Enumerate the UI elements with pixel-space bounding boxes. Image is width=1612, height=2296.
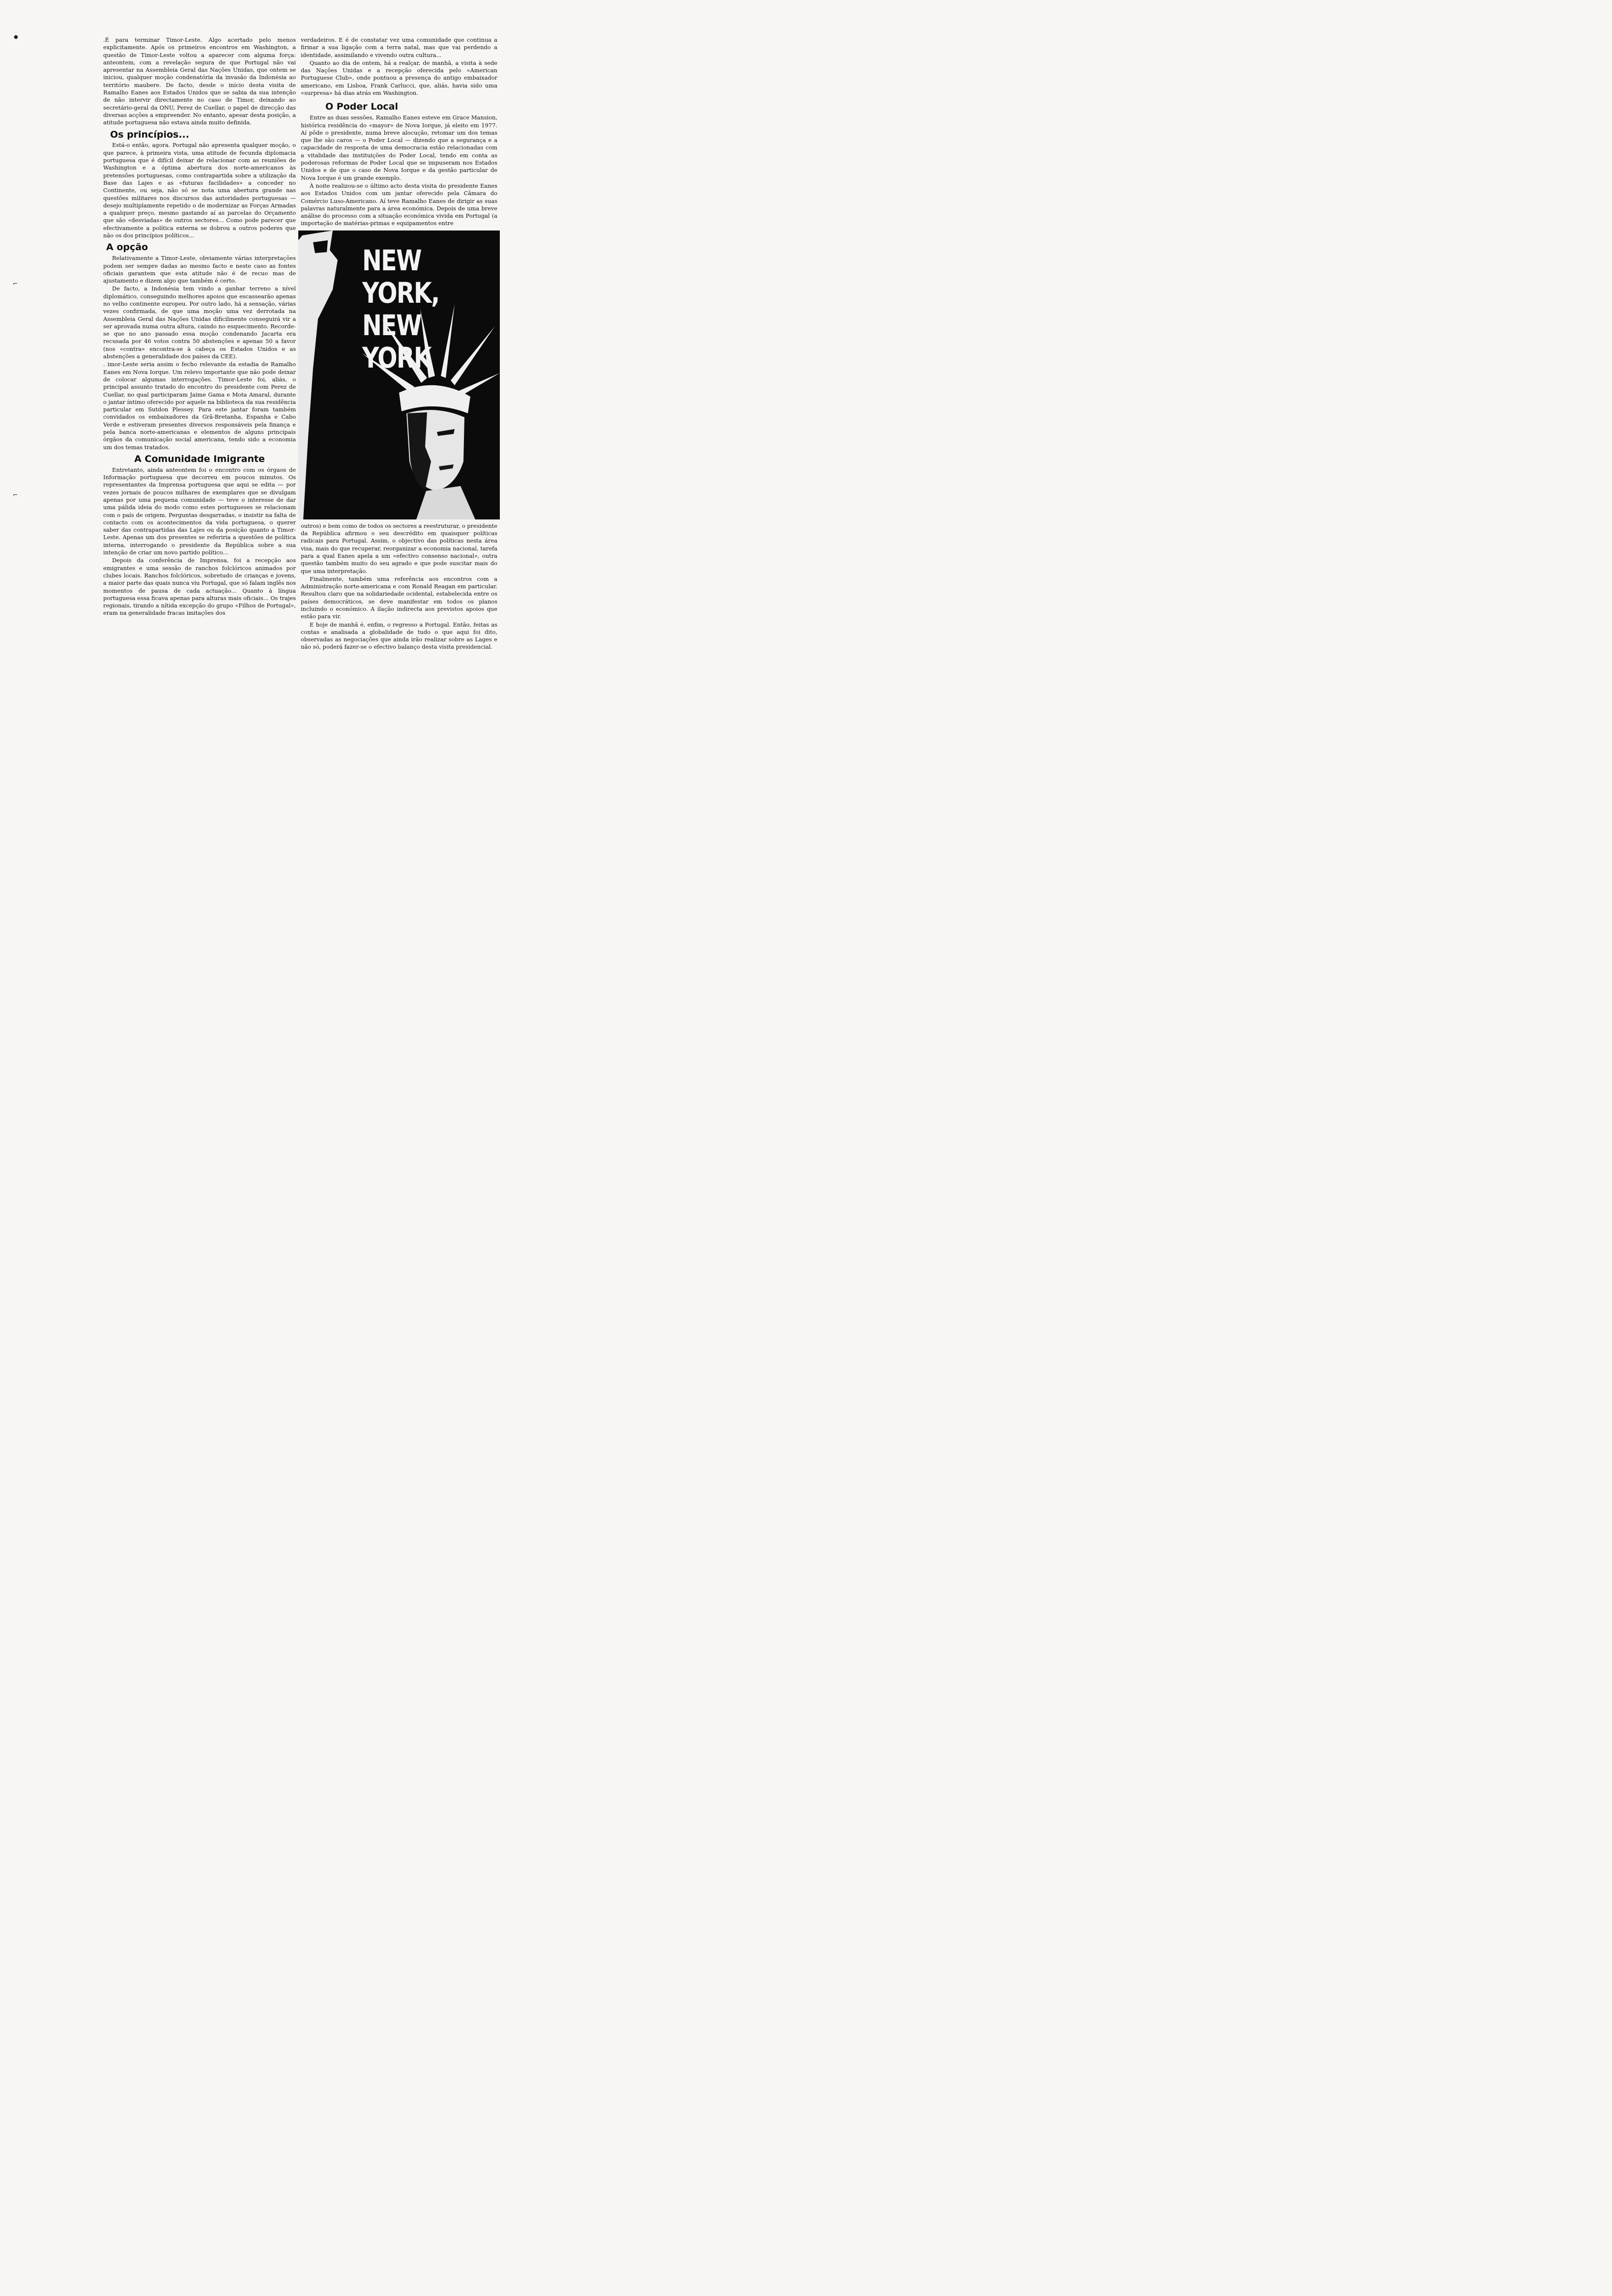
paragraph: Entre as duas sessões, Ramalho Eanes esteve em Grace Mansion, histórica residência do «mayor» de Nova Iorque, já eleito em 1977. Aí pôde o presidente, numa breve alocução, retomar um dos temas que lhe são caros — o Poder Local — dizendo que a segurança e a capacidade de resposta de uma democracia estão relacionadas com a vitalidade das instituições do Poder Local, tendo em conta as poderosas reformas de Poder Local que se impuseram nos Estados Unidos e de que o caso de Nova Iorque e da gestão particular de Nova Iorque é um grande exemplo. [301,114,497,181]
paragraph: À noite realizou-se o último acto desta visita do presidente Eanes aos Estados Unidos com um jantar oferecido pela Câmara do Comércio Luso-Americano. Aí teve Ramalho Eanes de dirigir as suas palavras naturalmente para a área económica. Depois de uma breve análise do processo com a situação económica vivida em Portugal (a importação de matérias-primas e equipamentos entre [301,182,497,227]
scan-speck: ● [14,34,18,40]
section-heading-opcao: A opção [106,242,148,253]
statue-of-liberty-poster-image [298,230,500,519]
paragraph: . imor-Leste seria assim o fecho relevante da estadia de Ramalho Eanes em Nova Iorque. Um relevo importante que não pode deixar de colocar algumas interrogações. Timor-Leste foi, aliás, o principal assunto tratado do encontro do presidente com Perez de Cuellar, no qual participaram Jaime Gama e Mota Amaral, durante o jantar íntimo oferecido por aquele na biblioteca da sua residência particular em Sutdon Plessey. Para este jantar foram também convidados os embaixadores da Grã-Bretanha, Espanha e Cabo Verde e estiveram presentes diversos responsáveis pela finança e pela banca norte-americanas e elementos de alguns principais órgãos da comunicação social americana, tendo sido a economia um dos temas tratados. [103,361,296,451]
paragraph: Quanto ao dia de ontem, há a realçar, de manhã, a visita à sede das Nações Unidas e a recepção oferecida pelo «American Portuguese Club», onde pontuou a presença do antigo embaixador americano, em Lisboa, Frank Carlucci, que, aliás, havia sido uma «surpresa» há dias atrás em Washington. [301,59,497,97]
section-heading-poder-local: O Poder Local [325,101,398,113]
paragraph: Está-o então, agora. Portugal não apresenta qualquer moção, o que parece, à primeira vista, uma atitude de fecunda diplomacia portuguesa que é difícil deixar de relacionar com as reuniões de Washington e a óptima abertura dos norte-americanos às pretensões portuguesas, como contrapartida sobre a utilização da Base das Lajes e as «futuras facilidades» a conceder no Continente, ou seja, não só se nota uma abertura grande nas questões militares nos discursos das autoridades portuguesas — desejo multiplamente repetido o de modernizar as Forças Armadas a qualquer preço, mesmo gastando aí as parcelas do Orçamento que são «desviadas» de outros sectores... Como pode parecer que efectivamente a política externa se dobrou a outros poderes que não os dos princípios políticos... [103,142,296,239]
poster-title-line: NEW YORK, [362,243,439,310]
paragraph: Relativamente a Timor-Leste, obviamente várias interpretações podem ser sempre dadas ao mesmo facto e neste caso as fontes oficiais garantem que esta atitude não é de recuo mas de ajustamento e dizem algo que também é certo. [103,255,296,285]
left-column [103,36,296,618]
paragraph: Finalmente, também uma referência aos encontros com a Administração norte-americana e com Ronald Reagan em particular. Resultou claro que na solidariedade ocidental, estabelecida entre os países democráticos, se deve manifestar em todos os planos incluindo o económico. A ilação indirecta aos previstos apoios que estão para vir. [301,575,497,620]
section-heading-comunidade: A Comunidade Imigrante [134,453,265,464]
section-heading-principios: Os princípios... [110,129,189,140]
poster-title [362,244,471,374]
paragraph: verdadeiros. E é de constatar vez uma comunidade que continua a firmar a sua ligação com a terra natal, mas que vai perdendo a identidade, assimilando e vivendo outra cultura... [301,36,497,58]
poster-title-line: NEW YORK [362,308,432,374]
paragraph: Depois da conferência de Imprensa, foi a recepção aos emigrantes e uma sessão de ranchos folclóricos animados por clubes locais. Ranchos folclóricos, sobretudo de crianças e jovens, a maior parte das quais nunca viu Portugal, que só falam inglês nos momentos de pausa de cada actuação... Quanto à língua portuguesa essa ficava apenas para alturas mais oficiais... Os trajes regionais, tirando a nítida excepção do grupo «Filhos de Portugal», eram na generalidade fracas imitações dos [103,557,296,617]
scan-speck: ⌐ [13,280,18,287]
paragraph: outros) e bem como de todos os sectores a reestruturar, o presidente da República afirmou o seu descrédito em quaisquer políticas radicais para Portugal. Assim, o objectivo das políticas nesta área visa, mais do que recuperar, reorganizar a economia nacional, tarefa para a qual Eanes apela a um «efectivo consenso nacional», outra questão também muito do seu agrado e que pode suscitar mais do que uma interpretação. [301,522,497,574]
paragraph: .É para terminar Timor-Leste. Algo acertado pelo menos explicitamente. Após os primeiros encontros em Washington, a questão de Timor-Leste voltou a aparecer com alguma força: anteontem, com a revelação segura de que Portugal não vai apresentar na Assembleia Geral das Nações Unidas, que ontem se iniciou, qualquer moção condenatória da invasão da Indonésia ao território maubere. De facto, desde o início desta visita de Ramalho Eanes aos Estados Unidos que se sabia da sua intenção de não intervir directamente no caso de Timor, deixando ao secretário-geral da ONU, Perez de Cuellar, o papel de direcção das diversas acções a empreender. No entanto, apesar desta posição, a atitude portuguesa não estava ainda muito definida. [103,36,296,126]
scan-speck: ⌐ [13,491,18,498]
paragraph: De facto, a Indonésia tem vindo a ganhar terreno a nível diplomático, conseguindo melhores apoios que escassearão apenas no velho continente europeu. Por outro lado, há a sensação, várias vezes confirmada, de que uma moção uma vez derrotada na Assembleia Geral das Nações Unidas dificilmente conseguirá vir a ser aprovada numa outra altura, caindo no esquecimento. Recorde-se que no ano passado essa moção condenando Jacarta era recusada por 46 votos contra 50 abstenções e apenas 50 a favor (nos «contra» encontra-se à cabeça os Estados Unidos e as abstenções a generalidade dos países da CEE). [103,285,296,360]
newspaper-page [0,0,541,771]
paragraph: Entretanto, ainda anteontem foi o encontro com os órgaos de Informação portuguesa que decorreu em poucos minutos. Os representantes da Imprensa portuguesa que aqui se edita — por vezes jornais de poucos milhares de exemplares que se divulgam apenas por uma pequena comunidade — teve o interesse de dar uma pálida ideia do modo como estes portugueses se relacionam com o país de origem. Perguntas desgarradas, o insistir na falta de contacto com os acontecimentos da vida portuguesa, o querer saber das contrapartidas das Lajes ou da posição quanto a Timor-Leste. Apenas um dos presentes se referiria a questões de política interna, interrogando o presidente da República sobre a sua intenção de criar um novo partido político... [103,466,296,556]
paragraph: E hoje de manhã é, enfim, o regresso a Portugal. Então, feitas as contas e analisada a globalidade de tudo o que aqui foi dito, observadas as negociações que ainda irão realizar sobre as Lages e não só, poderá fazer-se o efectivo balanço desta visita presidencial. [301,621,497,651]
right-column [301,36,497,652]
